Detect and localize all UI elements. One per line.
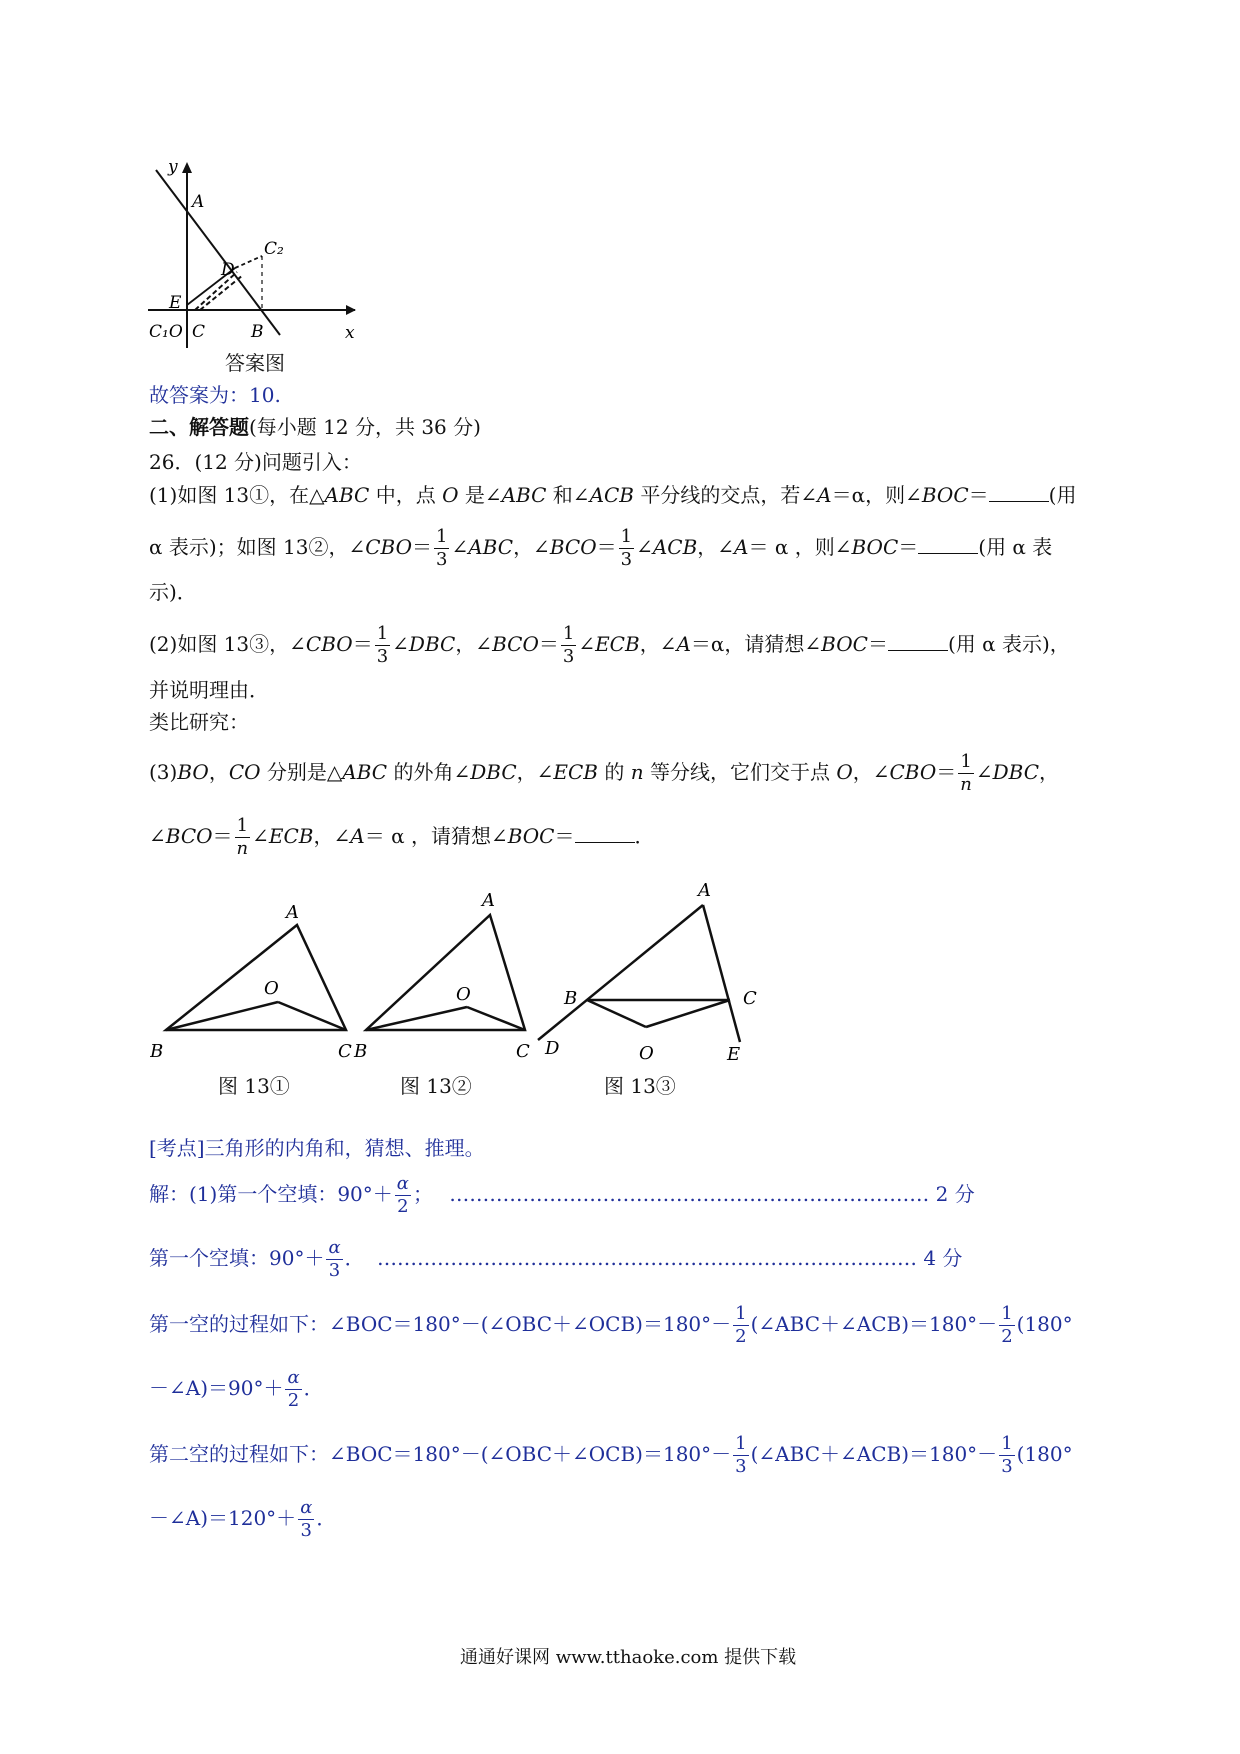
q26-header: 26．(12 分)问题引入： (149, 450, 362, 474)
text: 是∠ (458, 483, 502, 507)
text: ABC (468, 535, 514, 559)
fig1-label-A: A (286, 902, 299, 923)
section-title: 二、解答题 (149, 415, 249, 439)
denominator: 3 (436, 549, 448, 570)
numerator: 1 (376, 623, 389, 644)
text: 分别是△ (260, 760, 343, 784)
text: 的外角∠ (387, 760, 471, 784)
solution-line2 (149, 1236, 962, 1280)
text: ，∠ (313, 824, 351, 848)
text: ＝ (352, 632, 373, 656)
answer-coordinate-graph (140, 160, 370, 350)
q26-part3-line2 (149, 816, 655, 858)
fig3-label-E: E (727, 1044, 741, 1065)
numerator: α (328, 1237, 341, 1258)
text: ， (1039, 760, 1060, 784)
text: BOC (921, 483, 969, 507)
fraction-one-third (375, 625, 390, 666)
text: (∠ABC＋∠ACB)＝180°－ (750, 1312, 998, 1336)
fig2-label-C: C (516, 1041, 530, 1062)
graph-label-C1O: C₁O (149, 322, 183, 342)
text: ，∠ (852, 760, 890, 784)
fig2-caption: 图 13② (400, 1074, 472, 1098)
text: ＝ (867, 632, 888, 656)
keypoint: [考点]三角形的内角和，猜想、推理。 (149, 1136, 485, 1160)
denominator: 3 (300, 1520, 312, 1541)
denominator: n (960, 774, 972, 795)
denominator: 2 (1001, 1326, 1013, 1347)
graph-label-E: E (169, 293, 182, 313)
text: ABC (324, 483, 370, 507)
text: BO (177, 760, 209, 784)
text: (1)如图 13①，在△ (149, 483, 325, 507)
denominator: 2 (287, 1390, 300, 1411)
text: DBC (992, 760, 1040, 784)
text: CBO (305, 632, 353, 656)
text: ∠ (578, 632, 596, 656)
denominator: 3 (620, 549, 633, 570)
text: －∠A)＝120°＋ (149, 1506, 297, 1530)
text: 解：(1)第一个空填：90°＋ (149, 1182, 393, 1206)
footer: 通通好课网 www.tthaoke.com 提供下载 (460, 1647, 797, 1668)
fraction-one-half (733, 1305, 748, 1346)
denominator: n (236, 838, 249, 859)
text: ACB (652, 535, 698, 559)
text: ＝α，则∠ (831, 483, 922, 507)
text: ABC (501, 483, 547, 507)
text: 第二空的过程如下：∠BOC＝180°－(∠OBC＋∠OCB)＝180°－ (149, 1442, 732, 1466)
answer-line: 故答案为：10. (149, 383, 281, 407)
text: ； (412, 1182, 433, 1206)
text: CBO (889, 760, 937, 784)
text: O (442, 483, 459, 507)
text: ACB (589, 483, 635, 507)
text: (用 α 表 (978, 535, 1053, 559)
section-heading (149, 415, 481, 439)
text: ，∠ (513, 535, 550, 559)
q26-part1-line2 (149, 527, 1052, 569)
text: ECB (595, 632, 640, 656)
fraction-one-third (561, 625, 576, 666)
text: CO (228, 760, 261, 784)
text: A (734, 535, 749, 559)
text: n (630, 760, 644, 784)
text: A (817, 483, 832, 507)
answer-blank (989, 483, 1049, 502)
text: 和∠ (546, 483, 590, 507)
text: ∠ (636, 535, 653, 559)
text: ＝ (596, 535, 617, 559)
numerator: 1 (1001, 1303, 1013, 1324)
text: －∠A)＝90°＋ (149, 1376, 284, 1400)
text: ，∠ (516, 760, 554, 784)
numerator: 1 (235, 817, 251, 838)
process1-line1 (149, 1302, 1073, 1346)
graph-caption: 答案图 (225, 351, 285, 375)
text: ＝ (212, 824, 233, 848)
answer-blank (575, 824, 635, 843)
fig1-label-C: C (338, 1041, 352, 1062)
denominator: 2 (735, 1326, 747, 1347)
text: ＝ (968, 483, 989, 507)
numerator: α (396, 1173, 409, 1194)
text: BCO (492, 632, 539, 656)
fig2-label-A: A (482, 890, 495, 911)
text: BOC (851, 535, 899, 559)
fig3-label-A: A (698, 880, 711, 901)
text: ∠ (149, 824, 166, 848)
text: (180° (1016, 1312, 1073, 1336)
text: ＝ (538, 632, 559, 656)
triangle-figures (150, 880, 790, 1090)
fraction-alpha-over-2 (285, 1369, 301, 1410)
text: O (836, 760, 853, 784)
fig1-label-O: O (264, 978, 279, 999)
fig2-label-B: B (354, 1041, 368, 1062)
text: ∠ (451, 535, 469, 559)
graph-label-A: A (192, 192, 205, 212)
graph-label-C2: C₂ (264, 239, 284, 259)
text: ECB (268, 824, 314, 848)
text: ，∠ (455, 632, 493, 656)
solution-line1 (149, 1172, 975, 1216)
numerator: 1 (958, 753, 974, 774)
process2-line1 (149, 1432, 1073, 1476)
fig3-label-D: D (545, 1038, 560, 1059)
numerator: 1 (735, 1303, 747, 1324)
text: (用 α 表示)， (947, 632, 1070, 656)
numerator: 1 (562, 623, 575, 644)
text: (180° (1016, 1442, 1073, 1466)
q26-part2-line2: 并说明理由． (149, 678, 269, 702)
fig1-label-B: B (150, 1041, 164, 1062)
numerator: α (300, 1497, 313, 1518)
text: ECB (553, 760, 598, 784)
fraction-one-half (999, 1305, 1014, 1346)
graph-label-C: C (192, 322, 206, 342)
figure-13-2 (353, 890, 530, 1062)
q26-part2-line1 (149, 624, 1070, 666)
answer-blank (918, 535, 978, 554)
text: ∠ (252, 824, 269, 848)
denominator: 3 (328, 1260, 341, 1281)
fraction-alpha-over-3 (298, 1499, 314, 1540)
text: α 表示)；如图 13②，∠ (149, 535, 366, 559)
section-detail: (每小题 12 分，共 36 分) (249, 415, 481, 439)
process2-line2 (149, 1496, 336, 1540)
fig3-label-B: B (564, 988, 578, 1009)
fraction-alpha-over-2 (395, 1175, 411, 1216)
fraction-alpha-over-3 (326, 1239, 342, 1280)
text: A (676, 632, 691, 656)
text: ． (634, 824, 655, 848)
text: BOC (507, 824, 555, 848)
text: (2)如图 13③，∠ (149, 632, 306, 656)
text: ． (303, 1376, 324, 1400)
text: 的 (598, 760, 631, 784)
score-dots: ……………………………………………………………… 2 分 (449, 1182, 975, 1206)
text: ＝ (412, 535, 433, 559)
graph-label-y: y (168, 160, 178, 177)
text: ABC (342, 760, 388, 784)
denominator: 2 (397, 1196, 409, 1217)
text: A (350, 824, 365, 848)
figure-13-1 (150, 902, 352, 1062)
fraction-one-third (434, 528, 449, 569)
q26-part3-line1 (149, 752, 1059, 794)
denominator: 3 (1001, 1456, 1013, 1477)
text: ， (208, 760, 229, 784)
text: ＝α，请猜想∠ (690, 632, 822, 656)
text: ＝ (936, 760, 957, 784)
process1-line2 (149, 1366, 324, 1410)
text: DBC (408, 632, 456, 656)
text: 等分线，它们交于点 (643, 760, 837, 784)
numerator: 1 (735, 1433, 747, 1454)
denominator: 3 (376, 646, 389, 667)
text: (3) (149, 760, 178, 784)
graph-label-D: D (221, 260, 235, 280)
graph-label-B: B (251, 322, 264, 342)
numerator: α (287, 1367, 300, 1388)
fraction-one-third (733, 1435, 748, 1476)
fraction-one-over-n (958, 753, 974, 794)
text: (用 (1048, 483, 1077, 507)
text: ． (344, 1246, 365, 1270)
text: 平分线的交点，若∠ (634, 483, 818, 507)
denominator: 3 (735, 1456, 747, 1477)
text: ，∠ (697, 535, 735, 559)
numerator: 1 (620, 526, 633, 547)
text: DBC (470, 760, 517, 784)
fig3-label-C: C (743, 988, 757, 1009)
answer-blank (888, 632, 948, 651)
fraction-one-third (619, 528, 634, 569)
text: BCO (165, 824, 213, 848)
numerator: 1 (1001, 1433, 1013, 1454)
fraction-one-third (999, 1435, 1014, 1476)
text: BCO (549, 535, 597, 559)
text: ∠ (975, 760, 993, 784)
text: ＝ α ，则∠ (748, 535, 852, 559)
q26-part1-line1 (149, 483, 1076, 507)
text: ∠ (392, 632, 409, 656)
denominator: 3 (562, 646, 575, 667)
graph-label-x: x (345, 323, 355, 343)
numerator: 1 (436, 526, 448, 547)
fraction-one-over-n (235, 817, 251, 858)
text: ＝ (554, 824, 575, 848)
score-dots: ……………………………………………………………………… 4 分 (376, 1246, 963, 1270)
fig1-caption: 图 13① (218, 1074, 290, 1098)
text: ，∠ (639, 632, 677, 656)
text: ＝ α ，请猜想∠ (364, 824, 508, 848)
text: ． (316, 1506, 337, 1530)
text: ＝ (898, 535, 919, 559)
text: BOC (821, 632, 868, 656)
text: CBO (365, 535, 413, 559)
q26-part1-line3: 示)． (149, 580, 197, 604)
fig3-caption: 图 13③ (604, 1074, 676, 1098)
text: 中，点 (369, 483, 443, 507)
figure-13-3 (538, 880, 757, 1065)
fig3-label-O: O (639, 1043, 654, 1064)
text: 第一空的过程如下：∠BOC＝180°－(∠OBC＋∠OCB)＝180°－ (149, 1312, 732, 1336)
analogy-heading: 类比研究： (149, 710, 249, 734)
text: (∠ABC＋∠ACB)＝180°－ (750, 1442, 998, 1466)
text: 第一个空填：90°＋ (149, 1246, 325, 1270)
fig2-label-O: O (456, 984, 471, 1005)
